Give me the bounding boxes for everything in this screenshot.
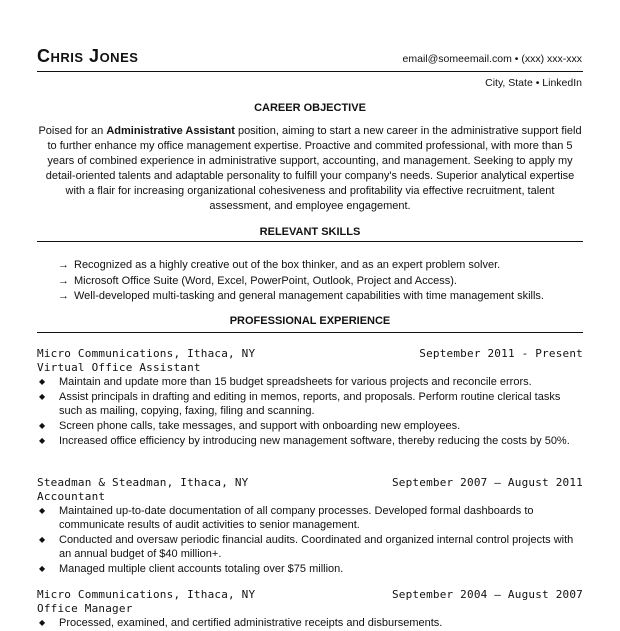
job-entry <box>37 475 583 577</box>
job-header <box>37 346 583 361</box>
skill-text: Well-developed multi-tasking and general management capabilities with time management skills. <box>74 290 544 302</box>
job-title: Accountant <box>37 490 106 503</box>
arrow-right-icon: → <box>58 274 69 287</box>
job-company: Micro Communications, Ithaca, NY <box>37 588 256 601</box>
section-title-objective: CAREER OBJECTIVE <box>254 102 366 114</box>
duty-item <box>37 504 583 532</box>
header-divider <box>37 71 583 72</box>
duty-text: Processed, examined, and certified administrative receipts and disbursements. <box>59 617 443 629</box>
job-company: Steadman & Steadman, Ithaca, NY <box>37 476 249 489</box>
contact-location-linkedin: City, State • LinkedIn <box>485 77 582 89</box>
duty-item <box>37 419 583 433</box>
duty-item <box>37 434 583 448</box>
diamond-bullet-icon: ◆ <box>39 377 46 386</box>
skill-text: Microsoft Office Suite (Word, Excel, PowerPoint, Outlook, Project and Access). <box>74 274 457 287</box>
diamond-bullet-icon: ◆ <box>39 564 46 573</box>
duty-item <box>37 533 583 561</box>
arrow-right-icon: → <box>58 259 69 271</box>
arrow-right-icon: → <box>58 290 69 302</box>
skill-item <box>58 274 583 290</box>
diamond-bullet-icon: ◆ <box>39 436 46 445</box>
job-entry <box>37 587 583 631</box>
duty-item <box>37 562 583 576</box>
experience-divider <box>37 332 583 333</box>
objective-paragraph <box>37 124 583 214</box>
duty-text: Maintain and update more than 15 budget spreadsheets for various projects and reconcile errors. <box>59 376 532 388</box>
job-dates: September 2004 – August 2007 <box>391 588 583 601</box>
job-title: Office Manager <box>37 602 133 615</box>
skill-item <box>58 289 583 305</box>
section-title-experience: PROFESSIONAL EXPERIENCE <box>229 315 391 327</box>
job-duties <box>37 504 583 576</box>
objective-text: position, aiming to start a new career in the administrative support field to further enhance my office management expertise. Proactive and commited professional, with more than 5 years of combined experience in administrative support, accounting, and management. Seeking to apply my detail-oriented talents and adaptable personality to fulfill your company's needs. Superior analytical expertise with a flair for increasing organizational cohesiveness and profitability via effective recruitment, talent assessment, and employee engagement. <box>45 125 582 212</box>
skill-text: Recognized as a highly creative out of the box thinker, and as an expert problem solver. <box>74 259 501 271</box>
duty-item <box>37 375 583 389</box>
job-header <box>37 475 583 490</box>
job-duties <box>37 375 583 448</box>
skills-list <box>58 258 583 305</box>
diamond-bullet-icon: ◆ <box>39 506 46 515</box>
duty-text: Managed multiple client accounts totaling over $75 million. <box>59 563 344 575</box>
job-dates: September 2011 - Present <box>419 347 583 360</box>
objective-highlight: Administrative Assistant <box>106 125 235 137</box>
contact-email-phone: email@someemail.com • (xxx) xxx-xxx <box>402 53 582 65</box>
job-title: Virtual Office Assistant <box>37 361 201 374</box>
diamond-bullet-icon: ◆ <box>39 392 46 401</box>
duty-item <box>37 390 583 418</box>
duty-text: Conducted and oversaw periodic financial audits. Coordinated and organized internal control projects with an annual budget of $40 million+. <box>59 534 574 560</box>
duty-text: Maintained up-to-date documentation of all company processes. Developed formal dashboards to communicate results of audit activities to senior management. <box>59 505 534 531</box>
duty-text: Screen phone calls, take messages, and support with onboarding new employees. <box>59 420 461 432</box>
section-title-skills: RELEVANT SKILLS <box>259 226 361 238</box>
diamond-bullet-icon: ◆ <box>39 535 46 544</box>
diamond-bullet-icon: ◆ <box>39 421 46 430</box>
objective-prefix: Poised for an <box>38 125 107 137</box>
job-header <box>37 587 583 602</box>
diamond-bullet-icon: ◆ <box>39 618 46 627</box>
duty-text: Assist principals in drafting and editing in memos, reports, and proposals. Perform routine clerical tasks such as mailing, copying, faxing, filing and scanning. <box>59 391 561 417</box>
candidate-name: Chris Jones <box>37 46 139 66</box>
skills-divider <box>37 241 583 242</box>
duty-item <box>37 616 583 630</box>
duty-text: Increased office efficiency by introducing new management software, thereby reducing the costs by 50%. <box>59 435 570 447</box>
skill-item <box>58 258 583 274</box>
job-company: Micro Communications, Ithaca, NY <box>37 347 256 360</box>
job-entry <box>37 346 583 449</box>
job-dates: September 2007 – August 2011 <box>391 476 583 489</box>
job-duties <box>37 616 583 630</box>
